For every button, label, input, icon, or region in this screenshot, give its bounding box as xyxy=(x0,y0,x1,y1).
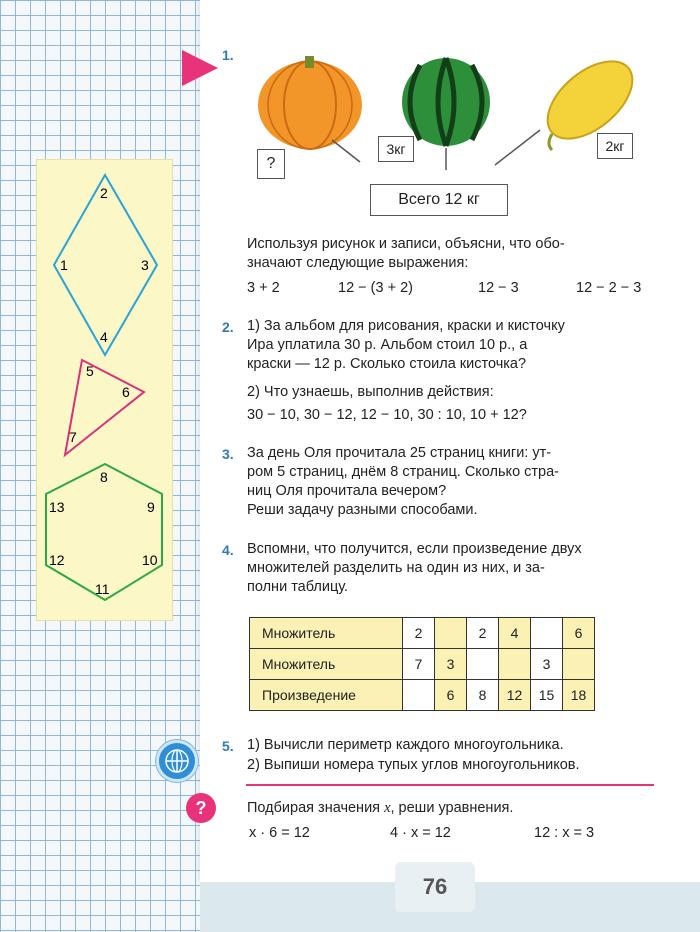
row-label-product: Произведение xyxy=(250,680,403,711)
triangle xyxy=(65,360,144,455)
table-cell[interactable]: 3 xyxy=(531,649,563,680)
table-cell[interactable]: 7 xyxy=(403,649,435,680)
task-2-line-3: краски — 12 р. Сколько стоила кисточка? xyxy=(247,356,527,372)
rhombus-angle-1: 1 xyxy=(60,257,68,273)
melon-weight-label: 2кг xyxy=(597,133,633,159)
expression-4: 12 − 2 − 3 xyxy=(576,280,642,296)
task-2-line-2: Ира уплатила 30 р. Альбом стоил 10 р., а xyxy=(247,337,528,353)
question-mark-icon: ? xyxy=(186,793,216,823)
globe-grid-icon xyxy=(159,743,195,779)
task-5-line-2: 2) Выпиши номера тупых углов многоугольников. xyxy=(247,757,580,773)
task-4-line-3: полни таблицу. xyxy=(247,579,349,595)
task-2-number: 2. xyxy=(222,319,234,335)
total-weight-label: Всего 12 кг xyxy=(370,184,508,216)
section-divider xyxy=(246,784,654,786)
watermelon-weight-label: 3кг xyxy=(378,136,414,162)
table-cell[interactable]: 2 xyxy=(403,618,435,649)
equation-3: 12 : x = 3 xyxy=(534,825,595,841)
page-number: 76 xyxy=(395,862,475,912)
watermelon-image xyxy=(402,58,490,146)
equations-intro-a: Подбирая значения xyxy=(247,800,385,816)
hexagon-angle-12: 12 xyxy=(49,552,65,568)
polygons-panel xyxy=(37,160,172,620)
task-3-line-3: ниц Оля прочитала вечером? xyxy=(247,483,447,499)
task-marker-arrow xyxy=(182,50,218,86)
equations-intro-var: x xyxy=(384,800,391,816)
table-cell[interactable]: 2 xyxy=(467,618,499,649)
equation-2: 4 · x = 12 xyxy=(390,825,451,841)
table-cell[interactable] xyxy=(467,649,499,680)
hexagon-angle-13: 13 xyxy=(49,499,65,515)
task-5-line-1: 1) Вычисли периметр каждого многоугольника. xyxy=(247,737,564,753)
table-cell[interactable]: 3 xyxy=(435,649,467,680)
task-2-line-4: 2) Что узнаешь, выполнив действия: xyxy=(247,384,494,400)
triangle-angle-5: 5 xyxy=(86,363,94,379)
melon-connector xyxy=(495,130,540,165)
task-3-line-1: За день Оля прочитала 25 страниц книги: ут- xyxy=(247,445,552,461)
hexagon-angle-9: 9 xyxy=(147,499,155,515)
hexagon-angle-11: 11 xyxy=(95,581,110,597)
task-2-line-1: 1) За альбом для рисования, краски и кисточку xyxy=(247,318,565,334)
table-row xyxy=(250,680,595,711)
task-4-number: 4. xyxy=(222,542,234,558)
expression-2: 12 − (3 + 2) xyxy=(338,280,413,296)
task-3-line-2: ром 5 страниц, днём 8 страниц. Сколько стра- xyxy=(247,464,560,480)
table-cell[interactable]: 6 xyxy=(563,618,595,649)
equation-1: x · 6 = 12 xyxy=(249,825,310,841)
table-cell[interactable]: 4 xyxy=(499,618,531,649)
pumpkin-weight-label: ? xyxy=(257,149,285,179)
expression-1: 3 + 2 xyxy=(247,280,280,296)
task-1-text-line-2: значают следующие выражения: xyxy=(247,255,469,271)
rhombus-angle-2: 2 xyxy=(100,185,108,201)
table-cell[interactable]: 15 xyxy=(531,680,563,711)
polygons-drawing xyxy=(37,160,172,620)
rhombus-angle-4: 4 xyxy=(100,329,108,345)
task-3-line-4: Реши задачу разными способами. xyxy=(247,502,478,518)
equations-intro-b: , реши уравнения. xyxy=(390,800,514,816)
table-cell[interactable] xyxy=(531,618,563,649)
globe-icon xyxy=(156,740,198,782)
hexagon-angle-10: 10 xyxy=(142,552,158,568)
task-1-number: 1. xyxy=(222,47,234,63)
pumpkin-connector xyxy=(332,140,360,162)
equations-intro xyxy=(247,799,667,818)
task-5-number: 5. xyxy=(222,738,234,754)
table-cell[interactable]: 18 xyxy=(563,680,595,711)
expression-3: 12 − 3 xyxy=(478,280,519,296)
row-label-multiplier-2: Множитель xyxy=(250,649,403,680)
task-4-line-2: множителей разделить на один из них, и за- xyxy=(247,560,545,576)
task-1-text-line-1: Используя рисунок и записи, объясни, что обо- xyxy=(247,236,565,252)
table-row xyxy=(250,618,595,649)
pumpkin-image xyxy=(258,56,362,149)
task-4-line-1: Вспомни, что получится, если произведение двух xyxy=(247,541,582,557)
multiplication-table xyxy=(249,617,595,711)
triangle-angle-7: 7 xyxy=(69,429,77,445)
task-2-line-5: 30 − 10, 30 − 12, 12 − 10, 30 : 10, 10 + 12? xyxy=(247,407,527,423)
table-cell[interactable] xyxy=(435,618,467,649)
table-cell[interactable] xyxy=(403,680,435,711)
table-cell[interactable]: 6 xyxy=(435,680,467,711)
triangle-angle-6: 6 xyxy=(122,384,130,400)
task-3-number: 3. xyxy=(222,446,234,462)
rhombus-angle-3: 3 xyxy=(141,257,149,273)
table-row xyxy=(250,649,595,680)
table-cell[interactable]: 8 xyxy=(467,680,499,711)
table-cell[interactable] xyxy=(563,649,595,680)
table-cell[interactable] xyxy=(499,649,531,680)
hexagon-angle-8: 8 xyxy=(100,469,108,485)
table-cell[interactable]: 12 xyxy=(499,680,531,711)
row-label-multiplier-1: Множитель xyxy=(250,618,403,649)
